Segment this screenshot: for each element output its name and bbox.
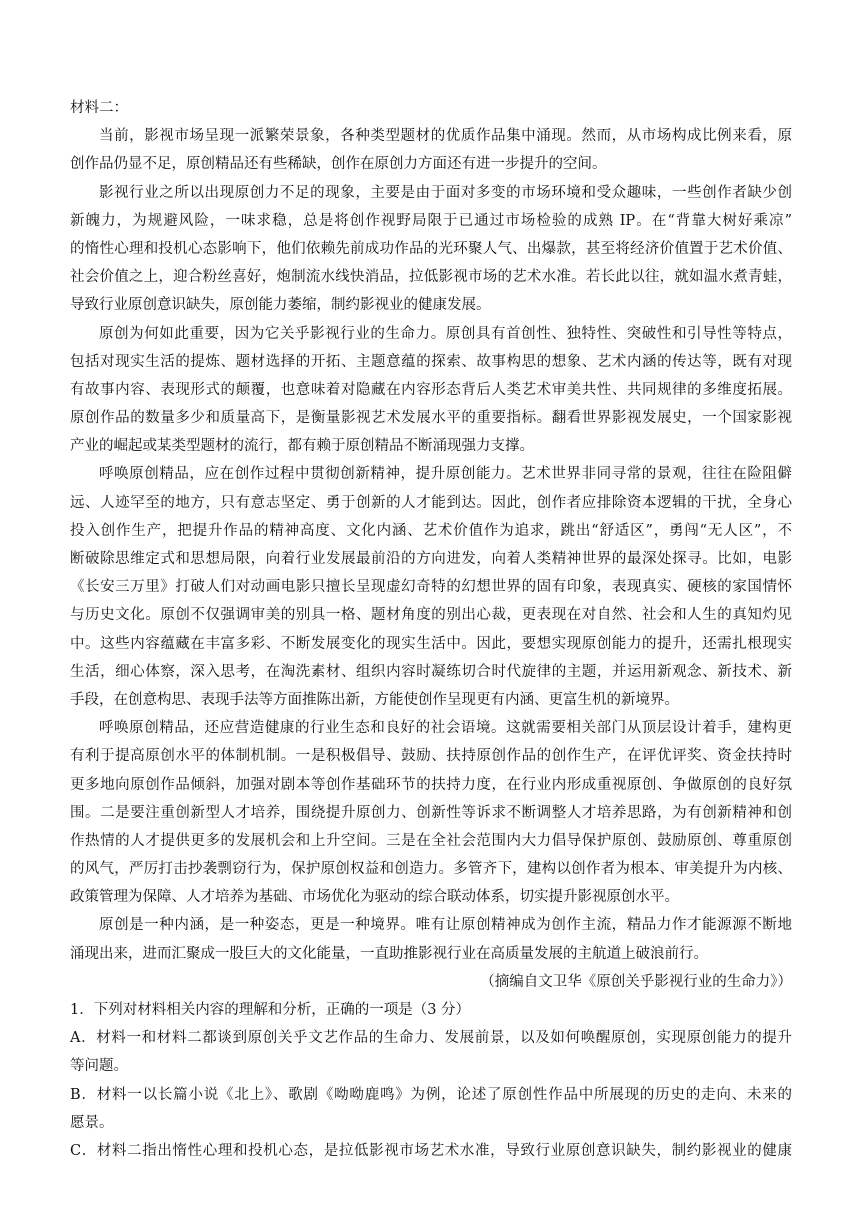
paragraph-line: 包括对现实生活的提炼、题材选择的开拓、主题意蕴的探索、故事构思的想象、艺术内涵的传达等，既有对现 (70, 353, 792, 370)
paragraph (70, 911, 792, 967)
paragraph (70, 179, 792, 320)
paragraph-line: 断破除思维定式和思想局限，向着行业发展最前沿的方向进发，向着人类精神世界的最深处探寻。比如，电影 (70, 551, 792, 567)
exam-page (70, 94, 792, 1165)
paragraph-line: 更多地向原创作品倾斜，加强对剧本等创作基础环节的扶持力度，在行业内形成重视原创、争做原创的良好氛 (70, 776, 792, 793)
paragraph-line: 呼唤原创精品，应在创作过程中贯彻创新精神，提升原创能力。艺术世界非同寻常的景观，往往在险阻僻 (99, 466, 792, 483)
question-stem: 1．下列对材料相关内容的理解和分析，正确的一项是（3 分） (70, 1002, 471, 1018)
paragraph-line: 有故事内容、表现形式的颠覆，也意味着对隐藏在内容形态背后人类艺术审美共性、共同规律的多维度拓展。 (70, 381, 792, 398)
paragraph-line: 原创是一种内涵，是一种姿态，更是一种境界。唯有让原创精神成为创作主流，精品力作才能源源不断地 (99, 917, 792, 934)
option-line: B．材料一以长篇小说《北上》、歌剧《呦呦鹿鸣》为例，论述了原创性作品中所展现的历史的走向、未来的 (70, 1086, 792, 1103)
paragraph-line: 原创作品的数量多少和质量高下，是衡量影视艺术发展水平的重要指标。翻看世界影视发展史，一个国家影视 (70, 410, 792, 427)
paragraph (70, 320, 792, 461)
paragraph-line: 手段，在创意构思、表现手法等方面推陈出新，方能使创作呈现更有内涵、更富生机的新境界。 (70, 691, 679, 708)
paragraph-line: 原创为何如此重要，因为它关乎影视行业的生命力。原创具有首创性、独特性、突破性和引导性等特点， (99, 325, 792, 342)
paragraph (70, 460, 792, 714)
paragraph-line: 涌现出来，进而汇聚成一股巨大的文化能量，一直助推影视行业在高质量发展的主航道上破浪前行。 (70, 945, 708, 962)
paragraph-line: 新魄力，为规避风险，一味求稳，总是将创作视野局限于已通过市场检验的成熟 IP。在“背靠大树好乘凉” (70, 212, 792, 229)
paragraph-line: 当前，影视市场呈现一派繁荣景象，各种类型题材的优质作品集中涌现。然而，从市场构成比例来看，原 (99, 128, 792, 145)
paragraph-line: 的惰性心理和投机心态影响下，他们依赖先前成功作品的光环聚人气、出爆款，甚至将经济价值置于艺术价值、 (70, 240, 792, 257)
paragraph-line: 创作品仍显不足，原创精品还有些稀缺，创作在原创力方面还有进一步提升的空间。 (70, 156, 607, 173)
paragraph (70, 122, 792, 178)
paragraph-line: 《长安三万里》打破人们对动画电影只擅长呈现虚幻奇特的幻想世界的固有印象，表现真实、硬核的家国情怀 (70, 579, 792, 596)
paragraph-line: 产业的崛起或某类型题材的流行，都有赖于原创精品不断涌现强力支撑。 (70, 438, 534, 455)
paragraph (70, 714, 792, 911)
paragraph-line: 政策管理为保障、人才培养为基础、市场优化为驱动的综合联动体系，切实提升影视原创水平。 (70, 889, 679, 906)
source-citation: （摘编自文卫华《原创关乎影视行业的生命力》） (480, 973, 792, 990)
material-heading: 材料二： (70, 100, 128, 116)
paragraph-line: 围。二是要注重创新型人才培养，围绕提升原创力、创新性等诉求不断调整人才培养思路，为有创新精神和创 (70, 804, 792, 821)
paragraph-line: 中。这些内容蕴藏在丰富多彩、不断发展变化的现实生活中。因此，要想实现原创能力的提升，还需扎根现实 (70, 635, 792, 652)
paragraph-line: 远、人迹罕至的地方，只有意志坚定、勇于创新的人才能到达。因此，创作者应排除资本逻辑的干扰，全身心 (70, 494, 792, 511)
paragraph-line: 导致行业原创意识缺失，原创能力萎缩，制约影视业的健康发展。 (70, 297, 491, 314)
option-line: 等问题。 (70, 1058, 128, 1075)
paragraph-line: 社会价值之上，迎合粉丝喜好，炮制流水线快消品，拉低影视市场的艺术水准。若长此以往，就如温水煮青蛙， (70, 269, 792, 286)
paragraph-line: 投入创作生产，把提升作品的精神高度、文化内涵、艺术价值作为追求，跳出“舒适区”，勇闯“无人区”，不 (70, 522, 792, 539)
paragraph-line: 生活，细心体察，深入思考，在淘洗素材、组织内容时凝练切合时代旋律的主题，并运用新观念、新技术、新 (70, 663, 792, 680)
paragraph-line: 作热情的人才提供更多的发展机会和上升空间。三是在全社会范围内大力倡导保护原创、鼓励原创、尊重原创 (70, 832, 792, 849)
option-line: A．材料一和材料二都谈到原创关乎文艺作品的生命力、发展前景，以及如何唤醒原创，实现原创能力的提升 (70, 1030, 792, 1047)
option-b (70, 1081, 792, 1137)
paragraph-line: 影视行业之所以出现原创力不足的现象，主要是由于面对多变的市场环境和受众趣味，一些创作者缺少创 (99, 184, 792, 201)
option-a (70, 1024, 792, 1080)
paragraph-line: 与历史文化。原创不仅强调审美的别具一格、题材角度的别出心裁，更表现在对自然、社会和人生的真知灼见 (70, 607, 792, 624)
paragraph-line: 有利于提高原创水平的体制机制。一是积极倡导、鼓励、扶持原创作品的创作生产，在评优评奖、资金扶持时 (70, 748, 792, 765)
option-line: 愿景。 (70, 1114, 114, 1131)
paragraph-line: 呼唤原创精品，还应营造健康的行业生态和良好的社会语境。这就需要相关部门从顶层设计着手，建构更 (99, 720, 792, 737)
paragraph-line: 的风气，严厉打击抄袭剽窃行为，保护原创权益和创造力。多管齐下，建构以创作者为根本、审美提升为内核、 (70, 861, 792, 878)
option-line: C．材料二指出惰性心理和投机心态，是拉低影视市场艺术水准，导致行业原创意识缺失，制约影视业的健康 (70, 1142, 792, 1159)
option-c (70, 1137, 792, 1165)
